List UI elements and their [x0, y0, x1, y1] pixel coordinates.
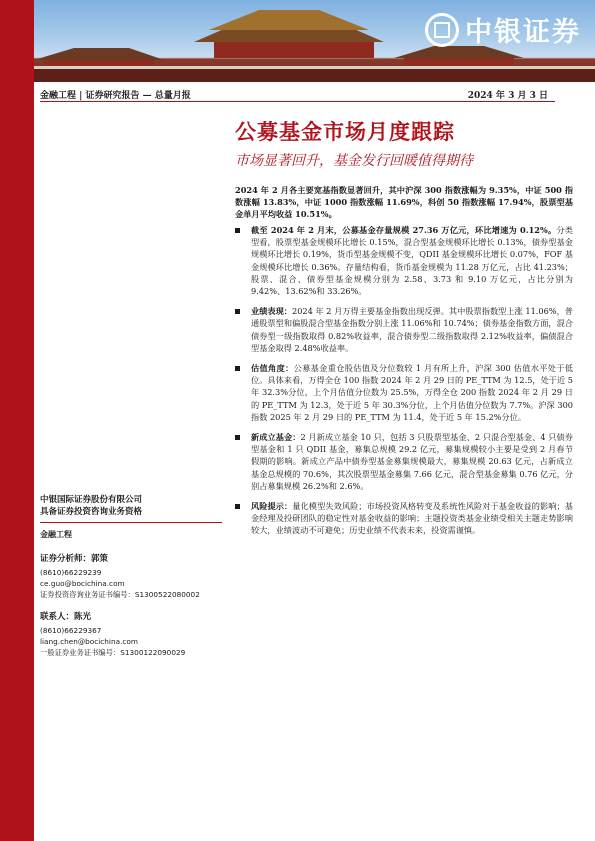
brand-name: 中银证券 — [465, 17, 581, 48]
bullet-lead: 截至 2024 年 2 月末，公募基金存量规模 27.36 万亿元，环比增速为 0.12%。 — [251, 225, 557, 235]
square-bullet-icon — [235, 435, 240, 440]
report-category: 金融工程 | 证券研究报告 — 总量月报 — [40, 91, 191, 101]
spacer — [40, 600, 220, 612]
company-qualification: 具备证券投资咨询业务资格 — [40, 507, 143, 517]
bullet-new-funds — [235, 431, 573, 492]
bullet-text: 分类型看，股票型基金规模环比增长 0.15%，混合型基金规模环比增长 0.13%，债券型基金规模环比增长 0.19%，货币型基金规模不变，QDII 基金规模环比增长 0.07%，FOF 基金规模环比增长 0.36%。存量结构看，货币基金规模为 11.28 万亿元，占比 41.23%；股票、混合、债券型基金规模分别为 2.58、3.73 和 9.10 万亿元，占比分别为 9.42%、13.62%和 33.26%。 — [251, 225, 573, 297]
sidebar-rule — [40, 522, 222, 523]
square-bullet-icon — [235, 309, 240, 314]
report-date: 2024 年 3 月 3 日 — [467, 91, 548, 101]
bullet-text: 公募基金重仓股估值及分位数较 1 月有所上升，沪深 300 估值水平处于低位。具体来看，万得全仓 100 指数 2024 年 2 月 29 日的 PE_TTM 为 12.5，处于近 5 年 32.3%分位，上个月估值分位数为 25.5%，万得全仓 200 指数 2024 年 2 月 29 日的 PE_TTM 为 12.3，处于近 5 年 30.3%分位，上个月估值分位数为 7.7%。沪深 300 指数 2025 年 2 月 29 日的 PE_TTM 为 11.4，处于近 5 年 15.2%分位。 — [251, 363, 573, 422]
analyst-phone: (8610)66229239 — [40, 568, 102, 577]
analyst-label: 证券分析师：郭策 — [40, 554, 109, 564]
bullet-text: 量化模型失效风险；市场投资风格转变及系统性风险对于基金收益的影响；基金经理及投研团队的稳定性对基金收益的影响；主题投资类基金业绩受相关主题走势影响较大，业绩波动不可避免；历史业绩不代表未来，投资需谨慎。 — [251, 501, 573, 536]
analyst-email[interactable]: ce.guo@bocichina.com — [40, 579, 125, 588]
bullet-scale — [235, 224, 573, 297]
contact-email[interactable]: liang.chen@bocichina.com — [40, 637, 138, 646]
square-bullet-icon — [235, 228, 240, 233]
contact-label: 联系人：陈光 — [40, 612, 92, 622]
header-banner — [34, 0, 595, 82]
brand-logo — [425, 10, 581, 49]
contact-phone: (8610)66229367 — [40, 626, 102, 635]
department: 金融工程 — [40, 529, 72, 539]
bullet-performance — [235, 305, 573, 354]
report-title: 公募基金市场月度跟踪 — [235, 119, 455, 144]
bullet-lead: 业绩表现： — [251, 306, 293, 317]
bullet-lead: 估值角度： — [251, 363, 294, 374]
square-bullet-icon — [235, 504, 240, 509]
company-name: 中银国际证券股份有限公司 — [40, 495, 143, 505]
bullet-risk — [235, 500, 573, 537]
bullet-lead: 新成立基金： — [251, 432, 301, 443]
report-meta — [40, 86, 588, 102]
header-rule — [40, 101, 555, 102]
bank-of-china-logo-icon — [425, 13, 459, 47]
square-bullet-icon — [235, 366, 240, 371]
contact-license: 一般证券业务证书编号：S1300122090029 — [40, 648, 186, 657]
analyst-license: 证券投资咨询业务证书编号：S1300522080002 — [40, 590, 200, 599]
sidebar-info — [40, 494, 220, 658]
bullet-text: 2 月新成立基金 10 只，包括 3 只股票型基金、2 只混合型基金、4 只债券型基金和 1 只 QDII 基金，募集总规模 29.2 亿元，募集规模较小主要是受到 2 月春节假期的影响。新成立产品中债券型基金募集规模最大，募集规模 20.63 亿元，占新成立基金总规模的 70.6%，其次股票型基金募集 7.66 亿元，混合型基金募集 0.76 亿元，分别占募集规模 26.2%和 2.6%。 — [251, 432, 573, 491]
bullet-lead: 风险提示： — [251, 501, 293, 512]
key-points — [235, 224, 573, 545]
left-accent-bar — [0, 0, 34, 841]
report-subtitle: 市场显著回升，基金发行回暖值得期待 — [235, 153, 473, 169]
bullet-valuation — [235, 362, 573, 423]
bullet-text: 2024 年 2 月万得主要基金指数出现反弹。其中股票指数型上涨 11.06%，普通股票型和偏股混合型基金指数分别上涨 11.06%和 10.74%；债券基金指数方面，混合债券型一级指数取得 0.82%收益率，混合债券型二级指数取得 2.12%收益率，偏债混合型基金取得 2.48%收益率。 — [251, 306, 573, 353]
summary-paragraph: 2024 年 2 月各主要宽基指数显著回升，其中沪深 300 指数涨幅为 9.35%，中证 500 指数涨幅 13.83%，中证 1000 指数涨幅 11.69%，科创 50 指数涨幅 17.94%，股票型基金单月平均收益 10.51%。 — [235, 185, 573, 220]
